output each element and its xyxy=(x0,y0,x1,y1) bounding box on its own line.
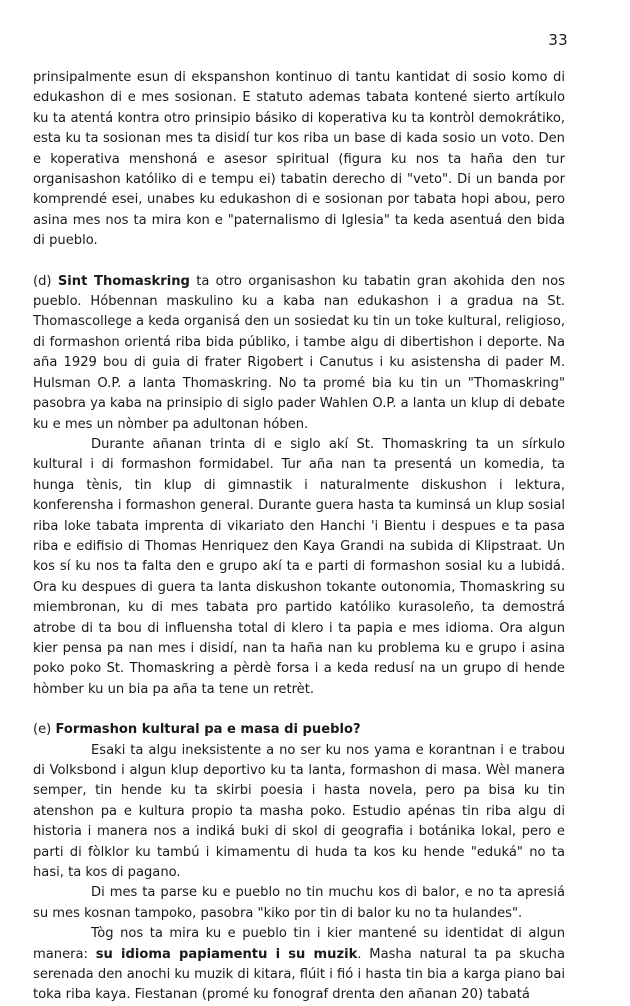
paragraph-values: Di mes ta parse ku e pueblo no tin muchu kos di balor, e no ta apresiá su mes kosnan tampoko, pasobra "kiko por tin di balor ku no ta hulandes". xyxy=(33,885,565,921)
paragraph-thirties: Durante añanan trinta di e siglo akí St. Thomaskring ta un sírkulo kultural i di formashon formidabel. Tur aña nan ta presentá un komedia, ta hunga tènis, tin klup di gimnastik i naturalmente diskushon i lektura, konferensha i formashon general. Durante guera hasta ta kuminsá un klup sosial riba loke tabata imprenta di vikariato den Hanchi 'i Bientu i despues e ta pasa riba e edifisio di Thomas Henriquez den Kaya Grandi na subida di Klipstraat. Un kos sí ku nos ta falta den e grupo akí ta e parti di formashon sosial ku a lubidá. Ora ku despues di guera ta lanta diskushon tokante outonomia, Thomaskring su miembronan, ku di mes tabata pro partido katóliko kurasoleño, ta demostrá atrobe di ta bou di influensha total di klero i ta papia e mes idioma. Ora algun kier pensa pa nan mes i disidí, nan ta haña nan ku problema ku e grupo i asina poko poko St. Thomaskring a pèrdè forsa i a keda redusí na un grupo di hende hòmber ku un bia pa aña ta tene un retrèt. xyxy=(33,436,565,697)
paragraph-identity xyxy=(33,924,565,1006)
section-heading-e xyxy=(33,720,565,740)
section-title-formashon-kultural: Formashon kultural pa e masa di pueblo? xyxy=(55,722,361,738)
section-label-d: (d) xyxy=(33,273,52,289)
section-label-e: (e) xyxy=(33,722,52,738)
paragraph-sint-thomaskring xyxy=(33,272,565,435)
paragraph-cooperative: prinsipalmente esun di ekspanshon kontinuo di tantu kantidat di sosio komo di edukashon di e mes sosionan. E statuto ademas tabata kontené sierto artíkulo ku ta atentá kontra otro prinsipio básiko di koperativa ku ta kontròl demokrátiko, esta ku ta sosionan mes ta disidí tur kos riba un base di kada sosio un voto. Den e koperativa menshoná e asesor spiritual (figura ku nos ta haña den tur organisashon katóliko di e tempu ei) tabatin derecho di "veto". Di un banda por komprendé esei, unabes ku edukashon di e sosionan por tabata hopi abou, pero asina mes nos ta mira kon e "paternalismo di Iglesia" ta keda asentuá den bida di pueblo. xyxy=(33,70,565,249)
paragraph-text: Tòg nos ta mira ku e pueblo tin i kier mantené su identidat di algun manera: xyxy=(33,926,565,962)
paragraph-text: . Masha natural ta pa skucha serenada den anochi ku muzik di kitara, flúit i fió i hasta tin bia a karga piano bai toka riba kaya. Fiestanan (promé ku fonograf drenta den añanan 20) tabatá xyxy=(33,946,565,1003)
section-title-sint-thomaskring: Sint Thomaskring xyxy=(57,273,190,289)
emphasis-language-music: su idioma papiamentu i su muzik xyxy=(95,946,358,962)
page-number: 33 xyxy=(548,31,568,49)
paragraph-mass-formation: Esaki ta algu ineksistente a no ser ku nos yama e korantnan i e trabou di Volksbond i algun klup deportivo ku ta lanta, formashon di masa. Wèl manera semper, tin hende ku ta skirbi poesia i hasta novela, pero pa bisa ku tin atenshon pa e kultura propio ta masha poko. Estudio apénas tin riba algu di historia i manera nos a indiká buki di skol di geografia i botánika lokal, pero e parti di fòlklor ku tambú i kimamentu di huda ta kos ku hende "eduká" no ta hasi, ta kos di pagano. xyxy=(33,742,565,881)
page-body xyxy=(33,68,565,1006)
paragraph-text: ta otro organisashon ku tabatin gran akohida den nos pueblo. Hóbennan maskulino ku a kaba nan edukashon i a gradua na St. Thomascollege a keda organisá den un sosiedat ku tin un toke kultural, religioso, di formashon orientá riba bida públiko, i tambe algu di dibertishon i deporte. Na aña 1929 bou di guia di frater Rigobert i Canutus i ku asistensha di pader M. Hulsman O.P. a lanta Thomaskring. No ta promé bia ku tin un "Thomaskring" pasobra ya kaba na prinsipio di siglo pader Wahlen O.P. a lanta un klup di debate ku e mes un nòmber pa adultonan hóben. xyxy=(33,273,566,432)
